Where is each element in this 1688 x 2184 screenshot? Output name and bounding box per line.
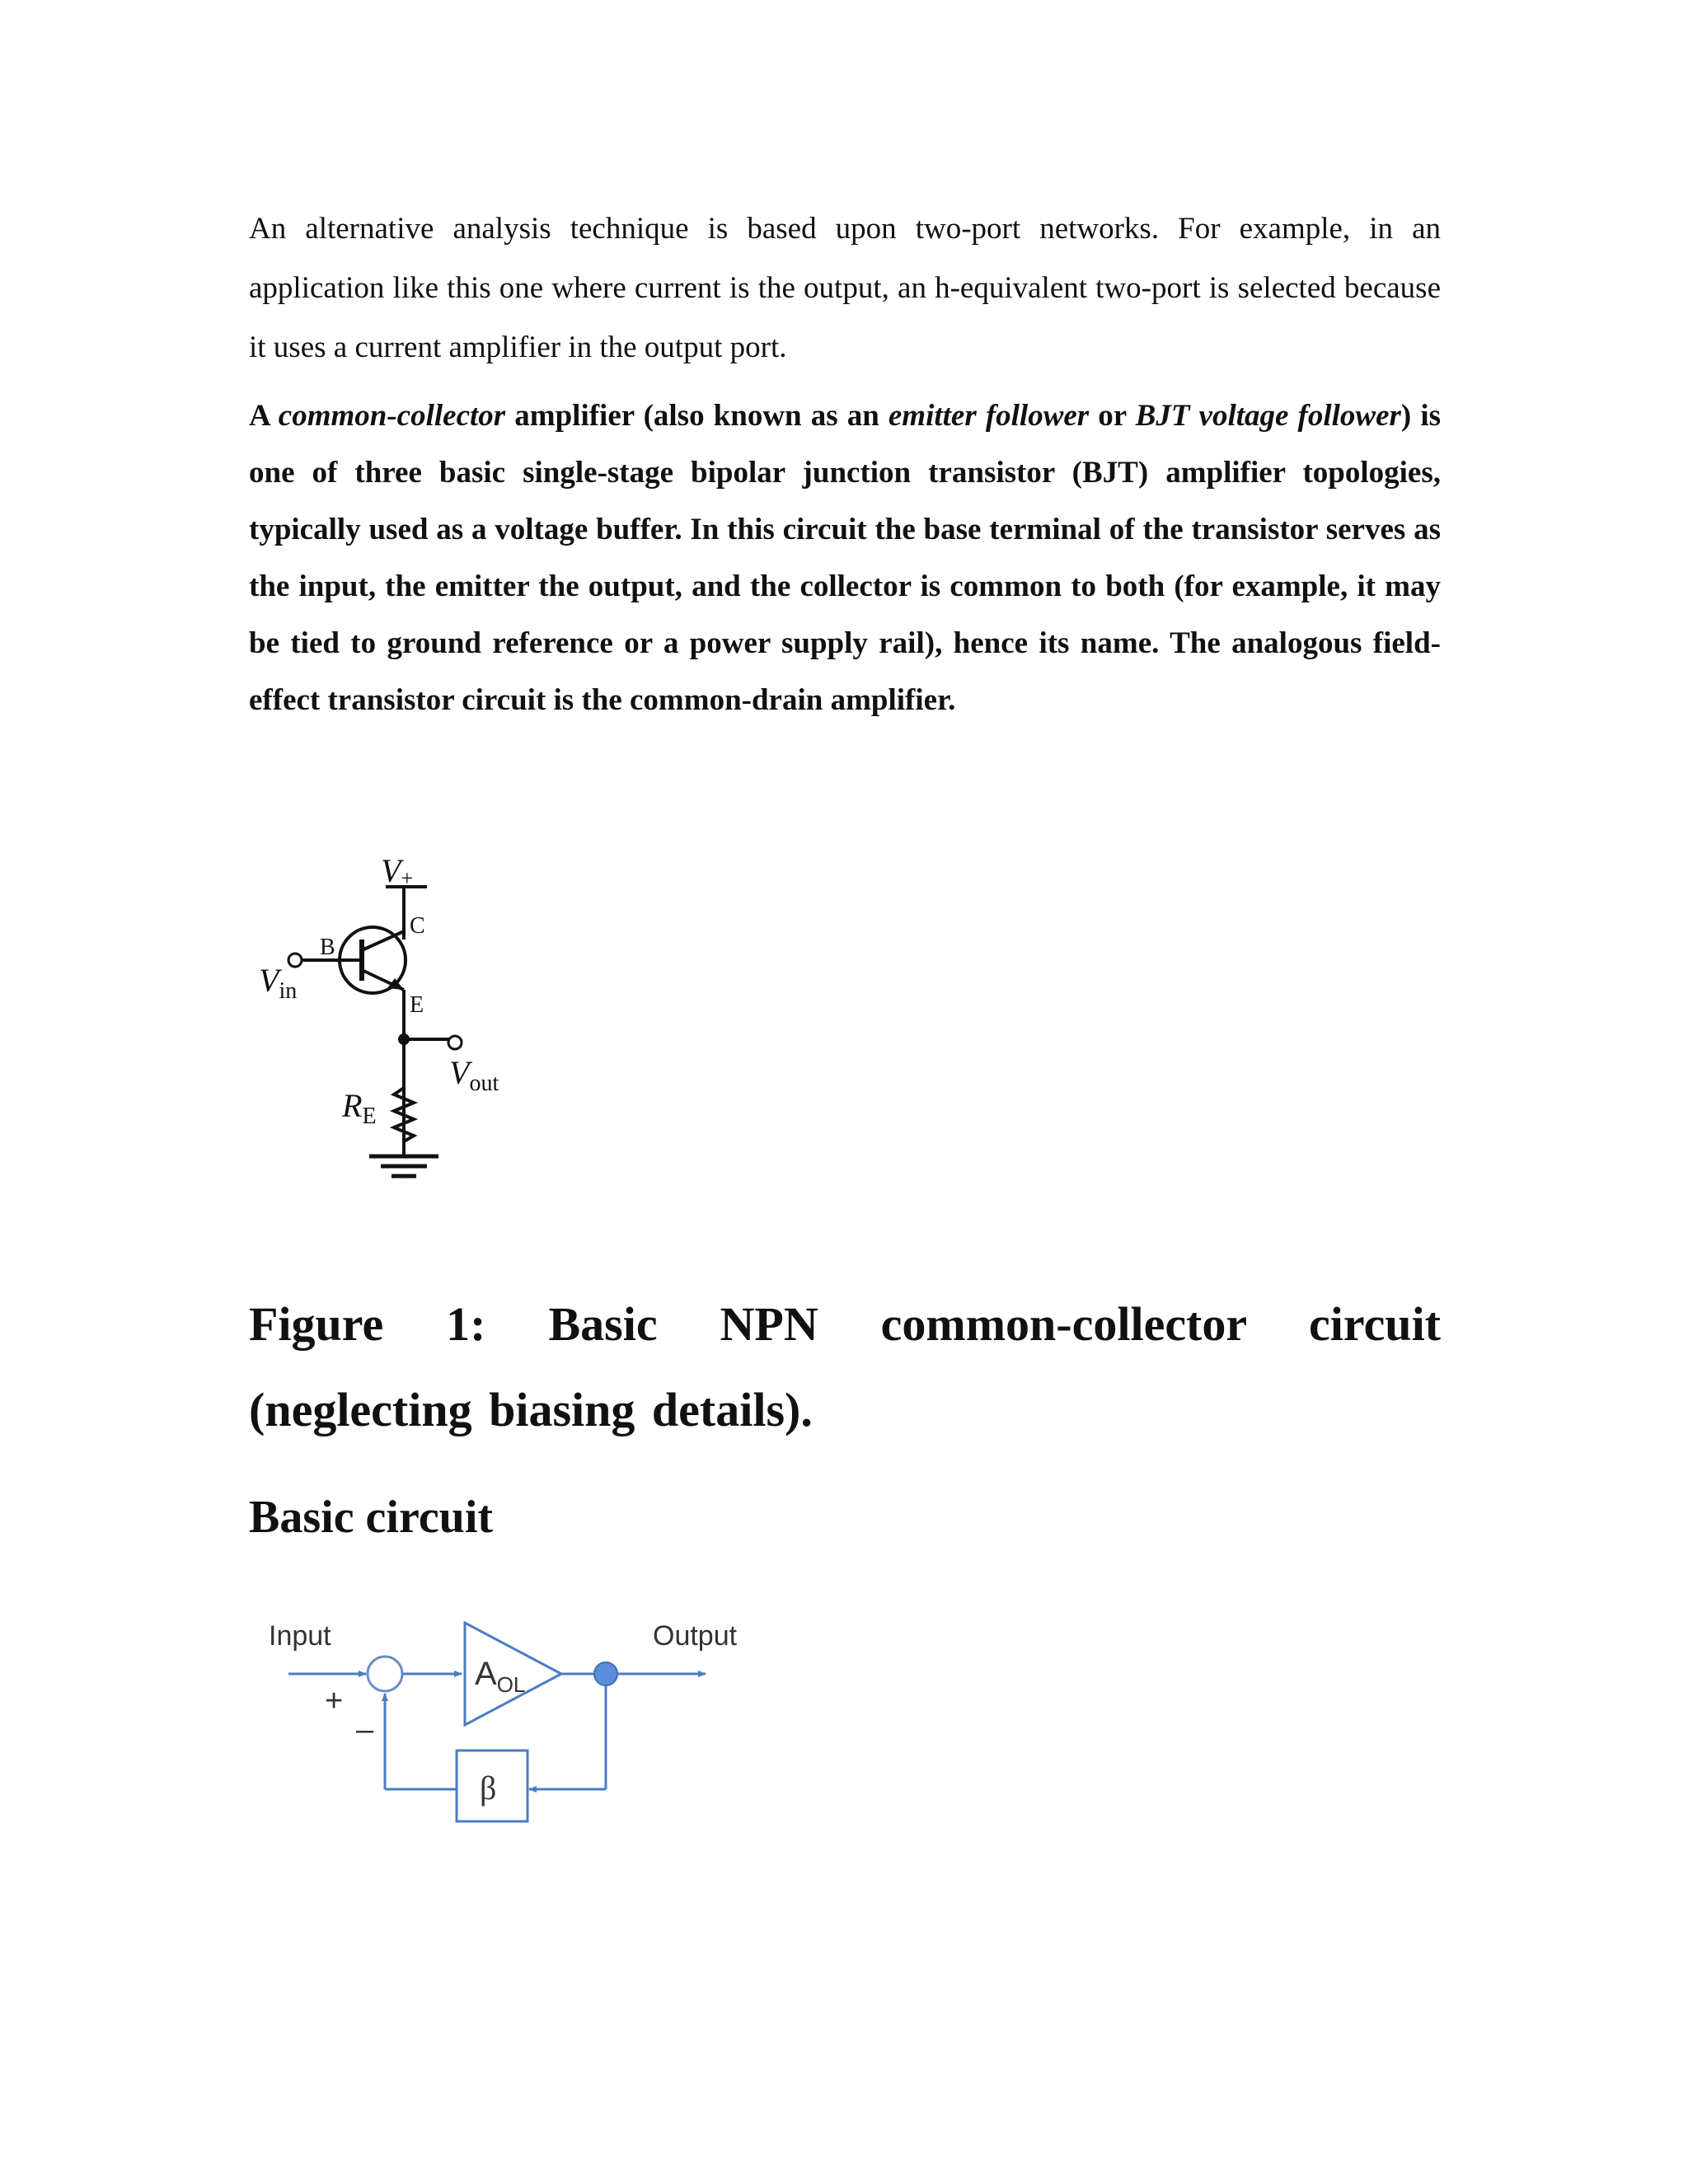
text-run: or bbox=[1089, 399, 1136, 433]
plus-sign: + bbox=[325, 1684, 344, 1718]
input-terminal bbox=[288, 954, 302, 967]
output-label: Output bbox=[653, 1620, 738, 1652]
text-run: A bbox=[249, 399, 279, 433]
text-run: ) is one of three basic single-stage bipolar junction transistor (BJT) amplifier topologies, typically used as a voltage buffer. In this circuit the base terminal of the transistor serves as the input, the emitter the output, and the collector is common to both (for example, it may be tied to ground reference or a power supply rail), hence its name. The analogous field-effect transistor circuit is the common-drain amplifier. bbox=[249, 399, 1441, 717]
base-label: B bbox=[320, 935, 335, 960]
input-label: Input bbox=[269, 1620, 331, 1652]
re-label: $R_E$ bbox=[342, 1087, 377, 1129]
minus-sign: – bbox=[356, 1713, 374, 1747]
figure-1-caption: Figure 1: Basic NPN common-collector circuit (neglecting biasing details). bbox=[249, 1297, 1441, 1436]
output-node bbox=[594, 1662, 617, 1685]
vin-label: $V_{in}$ bbox=[259, 962, 298, 1004]
paragraph-two-port: An alternative analysis technique is based upon two-port networks. For example, in an application like this one where current is the output, an h-equivalent two-port is selected because it uses a current amplifier in the output port. bbox=[249, 212, 1441, 364]
vout-label: $V_{out}$ bbox=[449, 1054, 499, 1096]
emitter-label: E bbox=[410, 992, 424, 1018]
vplus-label: V+ bbox=[381, 852, 414, 890]
collector-label: C bbox=[410, 913, 425, 939]
paragraph-common-collector bbox=[249, 387, 1441, 729]
section-heading: Basic circuit bbox=[249, 1492, 494, 1543]
output-junction bbox=[398, 1033, 410, 1045]
beta-label: β bbox=[480, 1769, 497, 1807]
text-run: amplifier (also known as an bbox=[505, 399, 889, 433]
output-terminal bbox=[448, 1036, 462, 1049]
npn-common-collector-schematic bbox=[247, 837, 519, 1224]
italic-term: common-collector bbox=[278, 399, 506, 433]
italic-term: emitter follower bbox=[888, 399, 1090, 433]
summing-node bbox=[368, 1657, 402, 1691]
feedback-block-diagram bbox=[264, 1615, 767, 1838]
gain-label: $A_{OL}$ bbox=[475, 1656, 526, 1697]
italic-term: BJT voltage follower bbox=[1135, 399, 1401, 433]
